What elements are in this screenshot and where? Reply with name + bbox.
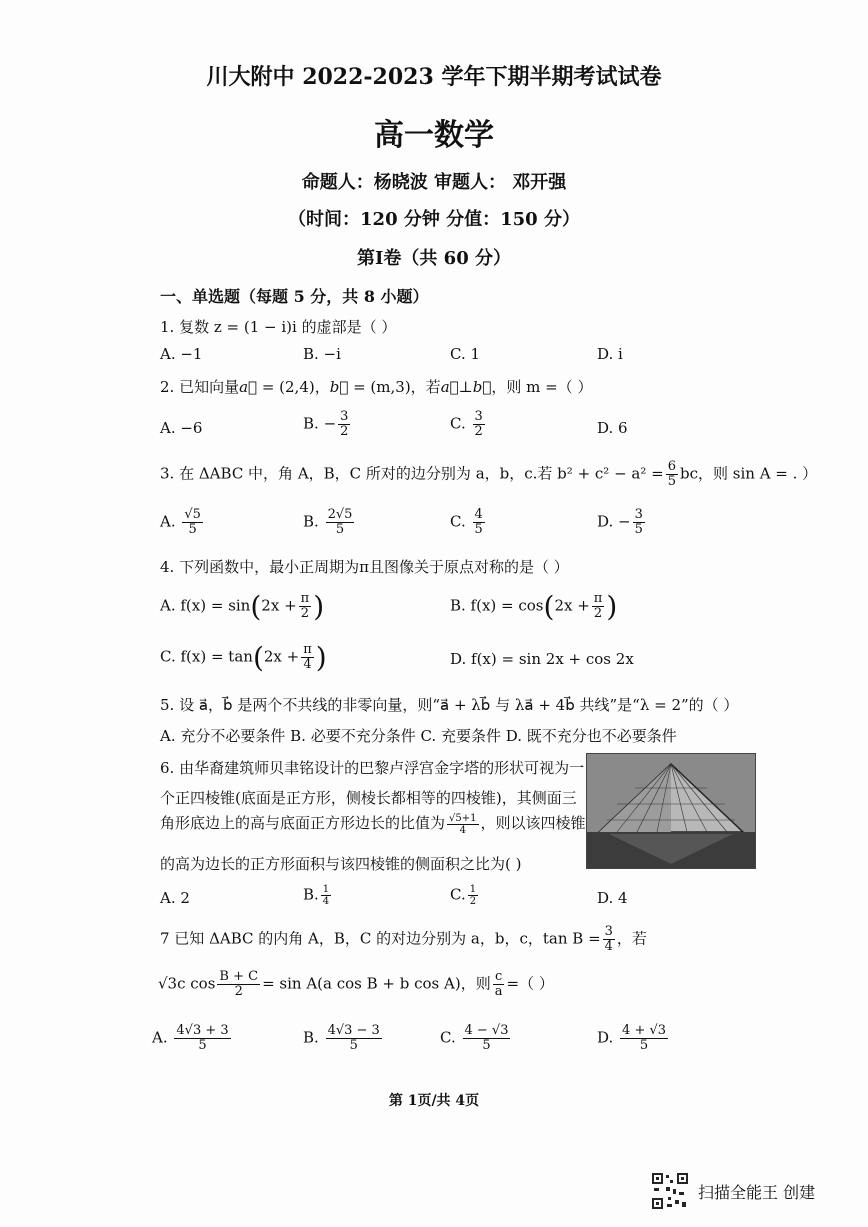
q2-stem-a: 2. 已知向量: [160, 378, 240, 396]
q6-option-b: B. $\frac{1}{4}$: [303, 884, 330, 907]
q7-option-a: A. $\frac{4√3 + 3}{5}$: [152, 1023, 229, 1053]
q4-option-d: D. f(x) = sin 2x + cos 2x: [450, 650, 634, 668]
q2-stem-d: ，则 m =（ ）: [491, 378, 593, 396]
q2-option-b: B. − $\frac{3}{2}$: [303, 409, 349, 439]
q3-option-d: D. − $\frac{3}{5}$: [597, 507, 643, 537]
q6-option-a: A. 2: [160, 889, 190, 907]
q6-line-4: 的高为边长的正方形面积与该四棱锥的侧面积之比为( ): [160, 855, 522, 873]
q3-option-c: C. $\frac{4}{5}$: [450, 507, 483, 537]
q6-option-c: C. $\frac{1}{2}$: [450, 884, 477, 907]
subject-title: 高一数学: [374, 118, 494, 153]
q7-line-1: 7 已知 ΔABC 的内角 A，B，C 的对边分别为 a，b，c，tan B = $\frac{3}{4}$ ，若: [160, 924, 647, 954]
q3-option-b: B. $\frac{2√5}{5}$: [303, 507, 353, 537]
time-score-line: （时间：120 分钟 分值：150 分）: [288, 209, 580, 230]
q3-option-a: A. $\frac{√5}{5}$: [160, 507, 201, 537]
q6-line-3: 角形底边上的高与底面正方形边长的比值为 $\frac{√5+1}{4}$ ，则以该四棱锥: [160, 812, 586, 836]
exam-title: 川大附中 2022-2023 学年下期半期考试试卷: [206, 64, 662, 90]
q2-stem-b: = (2,4)，: [257, 378, 330, 396]
page-number: 第 1页/共 4页: [388, 1093, 480, 1109]
q2-option-a: A. −6: [160, 419, 203, 437]
q2-option-d: D. 6: [597, 419, 628, 437]
q2-stem-c: = (m,3)，若: [348, 378, 441, 396]
q6-line-2: 个正四棱锥(底面是正方形，侧棱长都相等的四棱锥)，其侧面三: [160, 789, 577, 807]
q4-option-c: C. f(x) = tan(2x + $\frac{\pi}{4}$ ): [160, 641, 327, 674]
q7-option-c: C. $\frac{4 - √3}{5}$: [440, 1023, 509, 1053]
q6-option-d: D. 4: [597, 889, 628, 907]
q1-stem: 1. 复数 z = (1 − i)i 的虚部是（ ）: [160, 318, 397, 336]
q6-line-1: 6. 由华裔建筑师贝聿铭设计的巴黎卢浮宫金字塔的形状可视为一: [160, 759, 585, 777]
q1-option-b: B. −i: [303, 345, 341, 363]
q1-option-d: D. i: [597, 345, 623, 363]
qr-code-icon: [651, 1172, 689, 1210]
q2-stem: 2. 已知向量a⃗ = (2,4)，b⃗ = (m,3)，若a⃗⊥b⃗，则 m =（ ）: [160, 378, 593, 396]
q4-option-a: A. f(x) = sin(2x + $\frac{\pi}{2}$ ): [160, 590, 325, 623]
section-heading: 一、单选题（每题 5 分，共 8 小题）: [160, 287, 429, 306]
q1-option-a: A. −1: [160, 345, 203, 363]
q2-option-c: C. $\frac{3}{2}$: [450, 409, 483, 439]
q7-line-2: √3c cos $\frac{B + C}{2}$ = sin A(a cos B + b cos A)，则 $\frac{c}{a}$ =（ ）: [158, 969, 554, 999]
louvre-pyramid-photo: [586, 753, 756, 869]
q4-stem: 4. 下列函数中，最小正周期为π且图像关于原点对称的是（ ）: [160, 558, 569, 576]
q1-option-c: C. 1: [450, 345, 481, 363]
volume-title: 第Ⅰ卷（共 60 分）: [356, 248, 511, 269]
q4-option-b: B. f(x) = cos(2x + $\frac{\pi}{2}$ ): [450, 590, 618, 623]
authors-line: 命题人：杨晓波 审题人： 邓开强: [301, 172, 567, 193]
q7-option-b: B. $\frac{4√3 - 3}{5}$: [303, 1023, 380, 1053]
q5-options: A. 充分不必要条件 B. 必要不充分条件 C. 充要条件 D. 既不充分也不必要条件: [160, 727, 677, 745]
q5-stem: 5. 设 a⃗，b⃗ 是两个不共线的非零向量，则“a⃗ + λb⃗ 与 λa⃗ + 4b⃗ 共线”是“λ = 2”的（ ）: [160, 696, 739, 714]
q3-stem: 3. 在 ΔABC 中，角 A，B，C 所对的边分别为 a，b，c.若 b² + c² − a² = $\frac{6}{5}$ bc，则 sin A = . ）: [160, 459, 818, 489]
q7-option-d: D. $\frac{4 + √3}{5}$: [597, 1023, 667, 1053]
scanner-watermark: 扫描全能王 创建: [698, 1183, 816, 1202]
